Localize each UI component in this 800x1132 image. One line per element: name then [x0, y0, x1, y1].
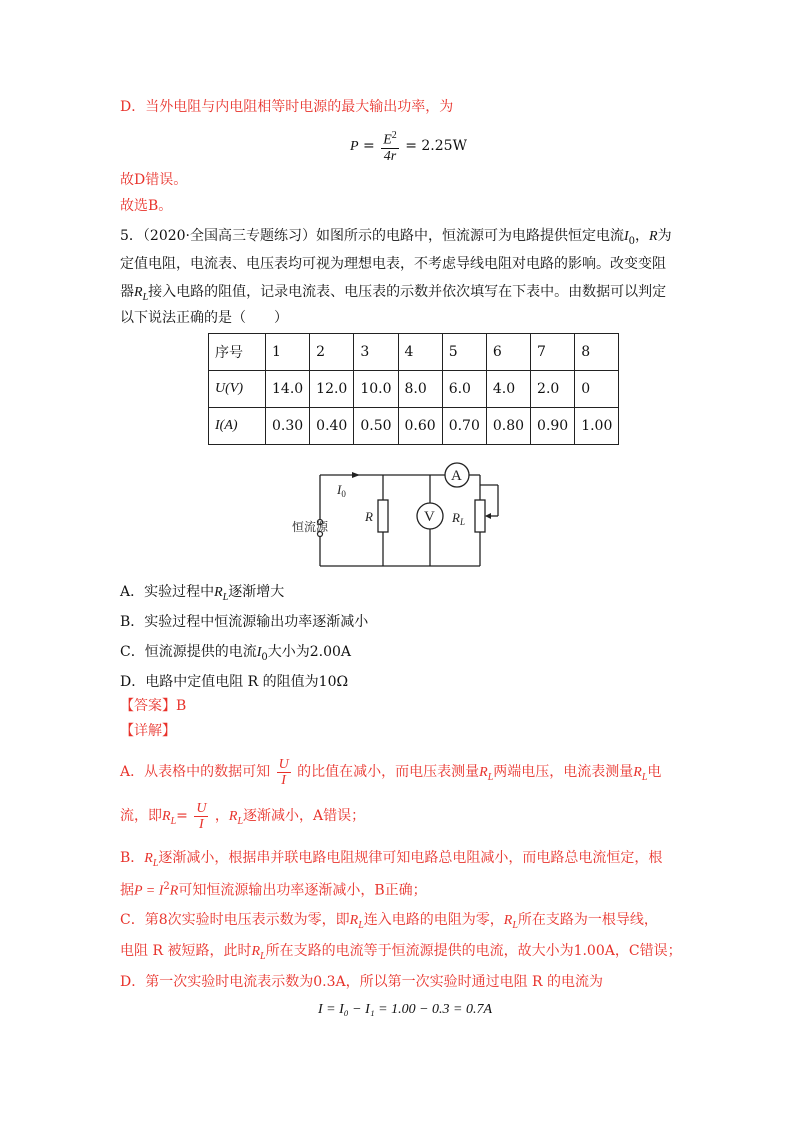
- explain-a-line-2: [120, 799, 365, 839]
- exp-a1-mid: 的比值在减小，而电压表测量: [297, 764, 480, 780]
- opt-c-i0-sub: 0: [261, 651, 268, 663]
- table-cell: 1: [266, 334, 310, 371]
- table-cell: 0.40: [310, 408, 354, 445]
- exp-c2-rl-sub: L: [260, 950, 266, 962]
- exp-a1-rl2: R: [633, 765, 642, 780]
- table-cell: 7: [531, 334, 575, 371]
- question-line-3: [120, 282, 666, 308]
- exp-b1-pre: B．: [120, 850, 145, 866]
- formula-fraction: [381, 128, 399, 164]
- row-label: 序号: [209, 334, 266, 371]
- power-formula: P = $\frac{E^2}{4r}$ = 2.25W: [350, 130, 467, 164]
- exp-a2-rl-sub: L: [170, 815, 177, 827]
- question-line-1: [120, 226, 672, 252]
- exp-a2-rl2-sub: L: [237, 815, 244, 827]
- explain-c-line-1: [120, 910, 658, 936]
- table-cell: 10.0: [354, 371, 398, 408]
- table-cell: 0.90: [531, 408, 575, 445]
- formula-num: E: [383, 132, 392, 148]
- table-cell: 0.70: [442, 408, 486, 445]
- exp-b2-pre: 据: [120, 882, 134, 899]
- exp-b2-formula: P = I: [134, 883, 164, 899]
- opt-a-rl: R: [214, 585, 223, 600]
- opt-c-pre: C．恒流源提供的电流: [120, 644, 257, 660]
- table-cell: 4.0: [486, 371, 530, 408]
- i0-label: $I_0$: [337, 482, 346, 499]
- table-cell: 0.30: [266, 408, 310, 445]
- opt-a-rl-sub: L: [222, 591, 229, 603]
- exp-a2-pre: 流，即: [120, 808, 162, 824]
- data-table: [208, 333, 619, 445]
- exp-a1-mid2: 两端电压，电流表测量: [493, 764, 634, 780]
- slider-arrow-icon: [485, 513, 491, 519]
- formula-den: 4r: [383, 148, 397, 164]
- q-line1-a: 5．（2020·全国高三专题练习）如图所示的电路中，恒流源可为电路提供恒定电流: [120, 228, 624, 244]
- q-i0: I: [623, 229, 629, 244]
- option-c: [120, 642, 351, 668]
- opt-c-i0: I: [256, 645, 262, 660]
- detail-label: 【详解】: [120, 723, 176, 739]
- exp-a2-num: U: [196, 800, 207, 816]
- formula-num-exp: 2: [391, 130, 397, 141]
- explain-d-line-1: D．第一次实验时电流表示数为0.3A，所以第一次实验时通过电阻 R 的电流为: [120, 974, 604, 990]
- table-cell: 8.0: [398, 371, 442, 408]
- explain-b-line-1: [120, 848, 662, 874]
- exp-b1-rl: R: [144, 851, 153, 866]
- table-row: [209, 334, 619, 371]
- option-a: [120, 582, 284, 608]
- q-rl: R: [134, 285, 143, 300]
- exp-a1-fraction: [277, 757, 291, 788]
- table-cell: 0.50: [354, 408, 398, 445]
- exp-b1-rl-sub: L: [152, 857, 159, 869]
- table-cell: 2: [310, 334, 354, 371]
- exp-a2-eq: =: [176, 808, 188, 824]
- question-line-4: 以下说法正确的是（ ）: [120, 310, 288, 326]
- table-row: [209, 408, 619, 445]
- voltmeter-label: V: [424, 509, 435, 525]
- table-cell: 12.0: [310, 371, 354, 408]
- table-cell: 5: [442, 334, 486, 371]
- table-cell: 4: [398, 334, 442, 371]
- table-cell: 6.0: [442, 371, 486, 408]
- d-wrong-text: 故D错误。: [120, 172, 188, 188]
- table-cell: 0.80: [486, 408, 530, 445]
- exp-a1-rl-sub: L: [487, 771, 494, 783]
- circuit-diagram: [290, 460, 520, 580]
- table-cell: 3: [354, 334, 398, 371]
- table-cell: 1.00: [575, 408, 619, 445]
- exp-c1-pre: C．第8次实验时电压表示数为零，即: [120, 912, 350, 928]
- answer-label: 【答案】B: [120, 698, 187, 714]
- exp-c2-rl: R: [251, 944, 261, 959]
- exp-a2-end: 逐渐减小，A错误；: [243, 808, 366, 824]
- exp-a2-mid: ，: [214, 808, 229, 824]
- table-cell: 14.0: [266, 371, 310, 408]
- source-label: 恒流源: [292, 520, 329, 534]
- current-arrow-icon: [352, 472, 360, 478]
- exp-a2-rl: R: [162, 809, 171, 824]
- q-line3-a: 器: [120, 284, 134, 300]
- exp-a1-end: 电: [647, 764, 662, 780]
- exp-c2-end: 所在支路的电流等于恒流源提供的电流，故大小为1.00A，C错误；: [265, 943, 682, 959]
- option-d-text: D．当外电阻与内电阻相等时电源的最大输出功率，为: [120, 99, 454, 115]
- exp-c2-pre: 电阻 R 被短路，此时: [120, 943, 252, 959]
- exp-a1-rl2-sub: L: [641, 771, 648, 783]
- explain-c-line-2: [120, 941, 682, 967]
- q-line3-b: 接入电路的阻值，记录电流表、电压表的示数并依次填写在下表中。由数据可以判定: [148, 284, 667, 300]
- table-cell: 2.0: [531, 371, 575, 408]
- exp-b2-end: 可知恒流源输出功率逐渐减小，B正确；: [178, 882, 427, 899]
- exp-c1-mid: 连入电路的电阻为零，: [363, 912, 504, 928]
- r-label: R: [365, 509, 373, 524]
- exp-c1-end: 所在支路为一根导线，: [517, 912, 658, 928]
- formula-lhs: P: [350, 138, 359, 154]
- question-line-2: 定值电阻，电流表、电压表均可视为理想电表，不考虑导线电阻对电路的影响。改变变阻: [120, 256, 666, 272]
- opt-a-pre: A．实验过程中: [120, 584, 215, 600]
- exp-a1-rl: R: [479, 765, 488, 780]
- rl-label: $R_L$: [452, 510, 465, 527]
- q-rl-sub: L: [142, 291, 149, 303]
- table-cell: 0: [575, 371, 619, 408]
- table-cell: 8: [575, 334, 619, 371]
- row-label: U(V): [209, 371, 266, 408]
- opt-a-post: 逐渐增大: [228, 584, 285, 600]
- explain-d-formula: I = I₀ − I₁ = 1.00 − 0.3 = 0.7A: [318, 1002, 493, 1017]
- exp-a1-num: U: [278, 756, 289, 772]
- option-b: B．实验过程中恒流源输出功率逐渐减小: [120, 614, 369, 630]
- exp-a2-fraction: [194, 801, 208, 832]
- q-line1-c: 为: [657, 228, 672, 244]
- exp-b2-exp: 2: [163, 881, 170, 892]
- table-row: [209, 371, 619, 408]
- row-label: I(A): [209, 408, 266, 445]
- exp-c1-rl2: R: [503, 913, 513, 928]
- exp-a2-rl2: R: [228, 809, 238, 824]
- q-line1-b: ，: [635, 228, 650, 244]
- exp-a2-den: I: [199, 816, 204, 832]
- option-d: D．电路中定值电阻 R 的阻值为10Ω: [120, 674, 349, 690]
- table-cell: 0.60: [398, 408, 442, 445]
- exp-a1-den: I: [281, 772, 286, 788]
- exp-c1-rl2-sub: L: [512, 919, 518, 931]
- exp-b1-end: 逐渐减小，根据串并联电路电阻规律可知电路总电阻减小，而电路总电流恒定，根: [158, 850, 663, 866]
- q-r: R: [649, 229, 658, 244]
- exp-c1-rl: R: [349, 913, 359, 928]
- formula-rhs: = 2.25W: [405, 137, 467, 154]
- exp-c1-rl-sub: L: [358, 919, 364, 931]
- q-i0-sub: 0: [628, 235, 636, 247]
- ammeter-label: A: [451, 468, 462, 484]
- choose-b-text: 故选B。: [120, 198, 173, 214]
- opt-c-post: 大小为2.00A: [267, 644, 352, 660]
- table-cell: 6: [486, 334, 530, 371]
- explain-b-line-2: [120, 877, 427, 902]
- exp-a1-pre: A．从表格中的数据可知: [120, 764, 271, 780]
- exp-b2-r: R: [169, 883, 179, 899]
- explain-a-line-1: [120, 755, 661, 795]
